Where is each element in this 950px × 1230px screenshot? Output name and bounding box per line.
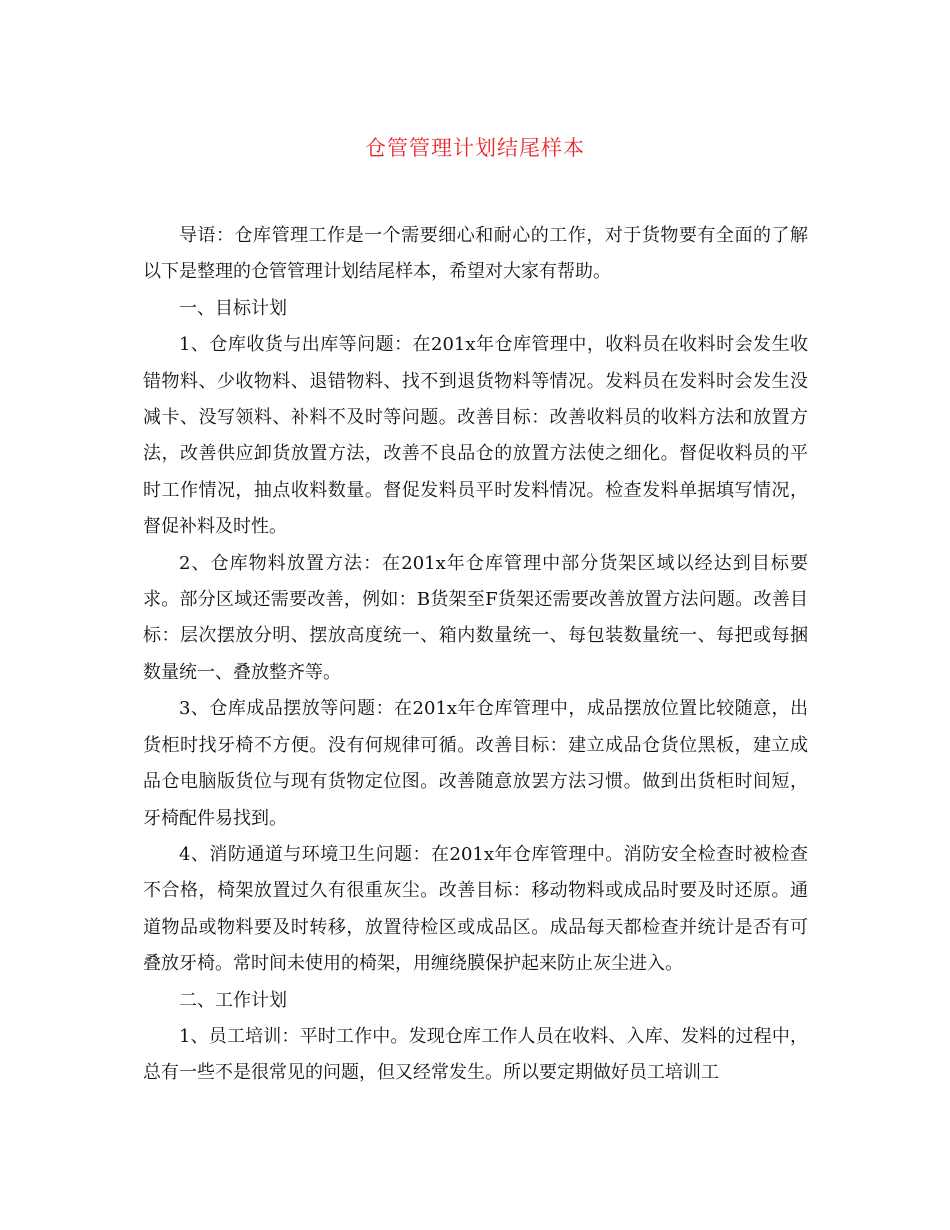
intro-paragraph: 导语：仓库管理工作是一个需要细心和耐心的工作，对于货物要有全面的了解以下是整理的仓管管理计划结尾样本，希望对大家有帮助。 [143, 225, 808, 283]
document-body [143, 218, 808, 1092]
work-item-training: 1、员工培训：平时工作中。发现仓库工作人员在收料、入库、发料的过程中，总有一些不是很常见的问题，但又经常发生。所以要定期做好员工培训工 [143, 1025, 808, 1084]
goal-item-finished-goods: 3、仓库成品摆放等问题：在201x年仓库管理中，成品摆放位置比较随意，出货柜时找牙椅不方便。没有何规律可循。改善目标：建立成品仓货位黑板，建立成品仓电脑版货位与现有货物定位图。改善随意放罢方法习惯。做到出货柜时间短，牙椅配件易找到。 [143, 698, 808, 829]
section-heading-goals: 一、目标计划 [179, 297, 287, 319]
section-heading-work-plan: 二、工作计划 [179, 989, 287, 1011]
goal-item-placement: 2、仓库物料放置方法：在201x年仓库管理中部分货架区域以经达到目标要求。部分区域还需要改善，例如：B货架至F货架还需要改善放置方法问题。改善目标：层次摆放分明、摆放高度统一、箱内数量统一、每包装数量统一、每把或每捆数量统一、叠放整齐等。 [143, 552, 808, 683]
goal-item-fire-safety: 4、消防通道与环境卫生问题：在201x年仓库管理中。消防安全检查时被检查不合格，椅架放置过久有很重灰尘。改善目标：移动物料或成品时要及时还原。通道物品或物料要及时转移，放置待检区或成品区。成品每天都检查并统计是否有可叠放牙椅。常时间未使用的椅架，用缠绕膜保护起来防止灰尘进入。 [143, 843, 808, 975]
goal-item-receiving: 1、仓库收货与出库等问题：在201x年仓库管理中，收料员在收料时会发生收错物料、少收物料、退错物料、找不到退货物料等情况。发料员在发料时会发生没减卡、没写领料、补料不及时等问题。改善目标：改善收料员的收料方法和放置方法，改善供应卸货放置方法，改善不良品仓的放置方法使之细化。督促收料员的平时工作情况，抽点收料数量。督促发料员平时发料情况。检查发料单据填写情况，督促补料及时性。 [143, 334, 808, 538]
document-title: 仓管管理计划结尾样本 [365, 136, 585, 160]
